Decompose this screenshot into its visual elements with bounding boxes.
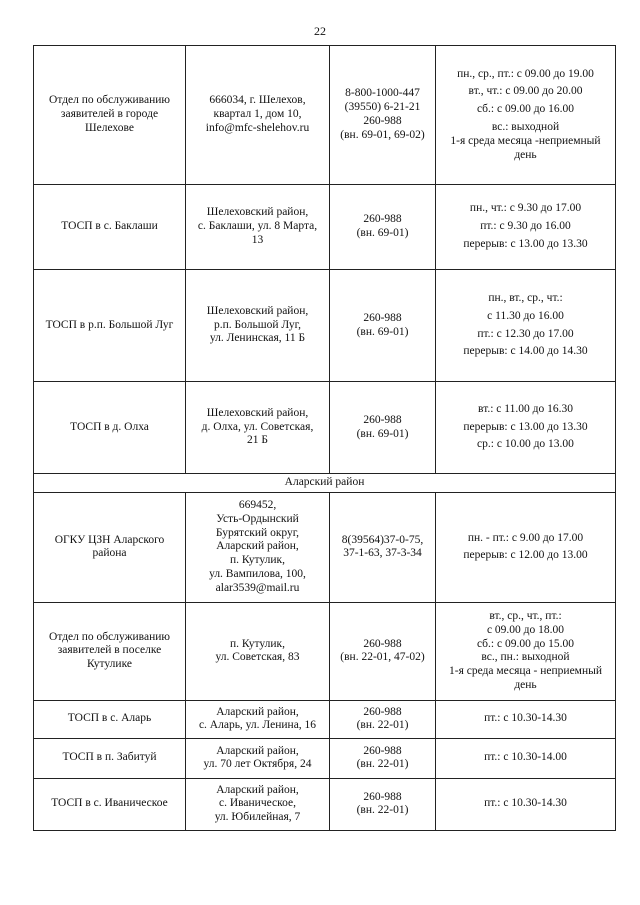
office-hours: пт.: с 10.30-14.00 bbox=[436, 738, 616, 778]
office-phone: 8(39564)37-0-75, 37-1-63, 37-3-34 bbox=[330, 492, 436, 602]
office-name: ТОСП в р.п. Большой Луг bbox=[34, 270, 186, 382]
office-hours: пт.: с 10.30-14.30 bbox=[436, 700, 616, 738]
office-name: ТОСП в п. Забитуй bbox=[34, 738, 186, 778]
office-name: ТОСП в д. Олха bbox=[34, 382, 186, 474]
district-heading: Аларский район bbox=[34, 474, 616, 493]
office-name: ТОСП в с. Баклаши bbox=[34, 185, 186, 270]
office-phone: 8-800-1000-447 (39550) 6-21-21 260-988 (вн. 69-01, 69-02) bbox=[330, 46, 436, 185]
office-hours: пт.: с 10.30-14.30 bbox=[436, 778, 616, 830]
office-phone: 260-988 (вн. 22-01) bbox=[330, 738, 436, 778]
office-address: Шелеховский район, р.п. Большой Луг, ул. Ленинская, 11 Б bbox=[186, 270, 330, 382]
page-number: 22 bbox=[314, 24, 326, 38]
office-name: Отдел по обслуживанию заявителей в городе Шелехове bbox=[34, 46, 186, 185]
office-phone: 260-988 (вн. 69-01) bbox=[330, 185, 436, 270]
offices-table bbox=[33, 45, 616, 831]
table-row bbox=[34, 185, 616, 270]
office-address: 666034, г. Шелехов, квартал 1, дом 10, info@mfc-shelehov.ru bbox=[186, 46, 330, 185]
office-address: Аларский район, ул. 70 лет Октября, 24 bbox=[186, 738, 330, 778]
table-row bbox=[34, 778, 616, 830]
office-address: п. Кутулик, ул. Советская, 83 bbox=[186, 602, 330, 700]
office-address: 669452, Усть-Ордынский Бурятский округ, Аларский район, п. Кутулик, ул. Вампилова, 100, alar3539@mail.ru bbox=[186, 492, 330, 602]
office-phone: 260-988 (вн. 22-01) bbox=[330, 778, 436, 830]
table-row bbox=[34, 602, 616, 700]
office-hours: пн., вт., ср., чт.: с 11.30 до 16.00 пт.: с 12.30 до 17.00 перерыв: с 14.00 до 14.30 bbox=[436, 270, 616, 382]
table-row bbox=[34, 492, 616, 602]
table-row bbox=[34, 46, 616, 185]
office-address: Шелеховский район, д. Олха, ул. Советская, 21 Б bbox=[186, 382, 330, 474]
office-phone: 260-988 (вн. 22-01, 47-02) bbox=[330, 602, 436, 700]
table-row bbox=[34, 738, 616, 778]
office-hours: пн., чт.: с 9.30 до 17.00 пт.: с 9.30 до 16.00 перерыв: с 13.00 до 13.30 bbox=[436, 185, 616, 270]
office-address: Аларский район, с. Аларь, ул. Ленина, 16 bbox=[186, 700, 330, 738]
table-row bbox=[34, 270, 616, 382]
office-hours: вт., ср., чт., пт.: с 09.00 до 18.00 сб.: с 09.00 до 15.00 вс., пн.: выходной 1-я среда месяца - неприемный день bbox=[436, 602, 616, 700]
office-phone: 260-988 (вн. 22-01) bbox=[330, 700, 436, 738]
table-row bbox=[34, 700, 616, 738]
office-name: ТОСП в с. Аларь bbox=[34, 700, 186, 738]
office-hours: вт.: с 11.00 до 16.30 перерыв: с 13.00 до 13.30 ср.: с 10.00 до 13.00 bbox=[436, 382, 616, 474]
office-hours: пн., ср., пт.: с 09.00 до 19.00 вт., чт.: с 09.00 до 20.00 сб.: с 09.00 до 16.00 вс.: выходной 1-я среда месяца -неприемный день bbox=[436, 46, 616, 185]
office-name: ТОСП в с. Иваническое bbox=[34, 778, 186, 830]
office-name: Отдел по обслуживанию заявителей в поселке Кутулике bbox=[34, 602, 186, 700]
office-phone: 260-988 (вн. 69-01) bbox=[330, 382, 436, 474]
office-address: Аларский район, с. Иваническое, ул. Юбилейная, 7 bbox=[186, 778, 330, 830]
office-address: Шелеховский район, с. Баклаши, ул. 8 Марта, 13 bbox=[186, 185, 330, 270]
office-name: ОГКУ ЦЗН Аларского района bbox=[34, 492, 186, 602]
office-phone: 260-988 (вн. 69-01) bbox=[330, 270, 436, 382]
district-heading-row bbox=[34, 474, 616, 493]
table-row bbox=[34, 382, 616, 474]
office-hours: пн. - пт.: с 9.00 до 17.00 перерыв: с 12.00 до 13.00 bbox=[436, 492, 616, 602]
